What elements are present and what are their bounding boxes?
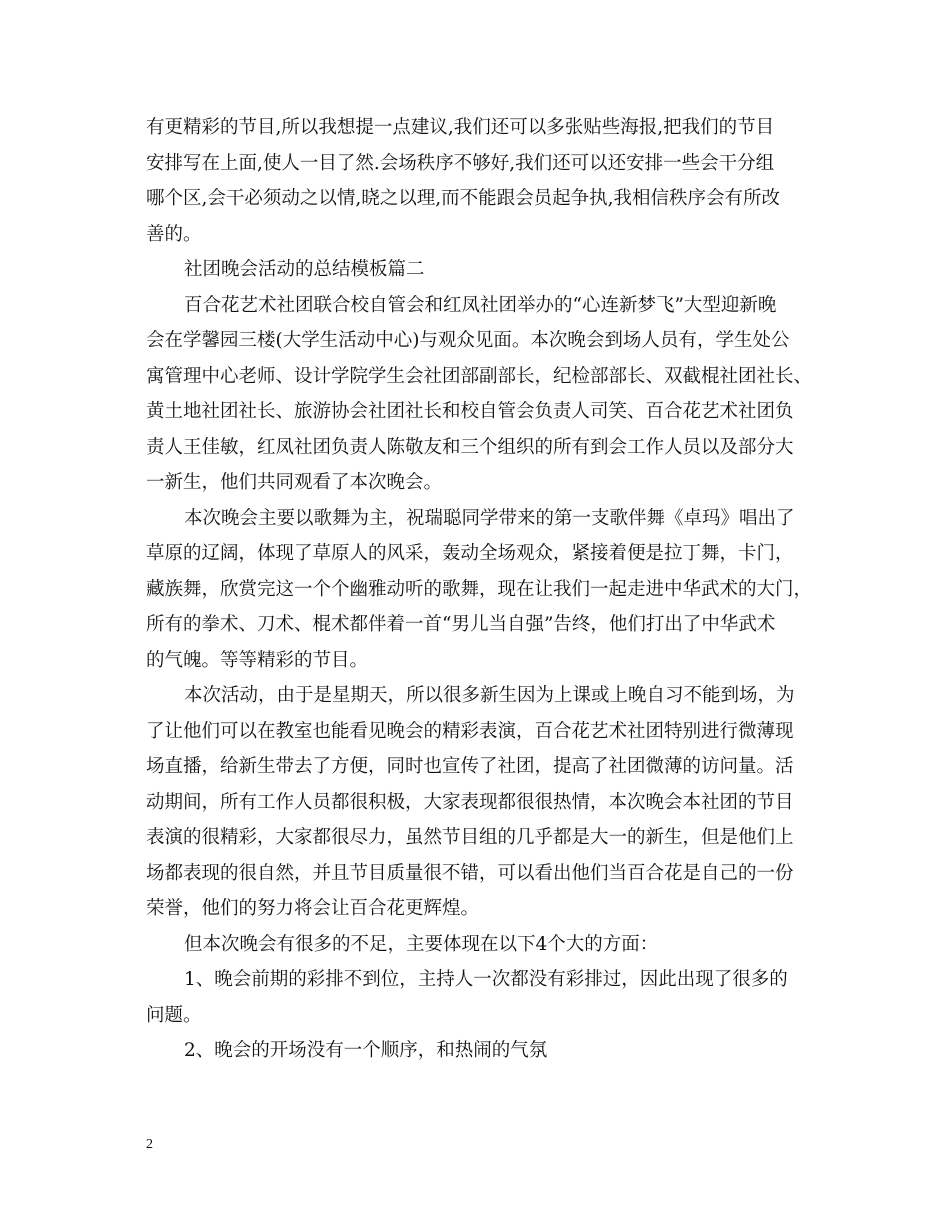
text-line: 百合花艺术社团联合校自管会和红凤社团举办的“心连新梦飞”大型迎新晚 [184, 294, 777, 316]
section-heading: 社团晚会活动的总结模板篇二 [184, 259, 425, 280]
text-line: 场直播，给新生带去了方便，同时也宣传了社团，提高了社团微薄的访问量。活 [146, 756, 794, 777]
page-number: 2 [146, 1137, 153, 1152]
text-line: 了让他们可以在教室也能看见晚会的精彩表演，百合花艺术社团特别进行微薄现 [146, 720, 794, 742]
text-line: 场都表现的很自然，并且节目质量很不错，可以看出他们当百合花是自己的一份 [146, 862, 794, 884]
document-body [146, 110, 816, 1069]
text-line: 草原的辽阔，体现了草原人的风采，轰动全场观众，紧接着便是拉丁舞，卡门， [146, 543, 794, 564]
text-line: 但本次晚会有很多的不足，主要体现在以下4个大的方面： [184, 933, 659, 955]
text-line: 有更精彩的节目,所以我想提一点建议,我们还可以多张贴些海报,把我们的节目 [146, 117, 775, 138]
text-line: 黄土地社团社长、旅游协会社团社长和校自管会负责人司笑、百合花艺术社团负 [146, 401, 794, 422]
text-line: 一新生，他们共同观看了本次晚会。 [146, 472, 443, 493]
text-line: 安排写在上面,使人一目了然.会场秩序不够好,我们还可以还安排一些会干分组 [146, 152, 775, 174]
text-line: 藏族舞，欣赏完这一个个幽雅动听的歌舞，现在让我们一起走进中华武术的大门， [146, 578, 813, 600]
text-line: 所有的拳术、刀术、棍术都伴着一首“男儿当自强”告终，他们打出了中华武术 [146, 614, 776, 635]
text-line: 的气魄。等等精彩的节目。 [146, 649, 369, 671]
text-line: 会在学馨园三楼(大学生活动中心)与观众见面。本次晚会到场人员有，学生处公 [146, 330, 790, 351]
list-item: 2、晚会的开场没有一个顺序，和热闹的气氛 [184, 1040, 548, 1061]
text-line: 本次活动，由于是星期天，所以很多新生因为上课或上晚自习不能到场，为 [184, 685, 795, 706]
text-line: 寓管理中心老师、设计学院学生会社团部副部长，纪检部部长、双截棍社团社长、 [146, 365, 813, 387]
list-item: 1、晚会前期的彩排不到位，主持人一次都没有彩排过，因此出现了很多的 [184, 969, 788, 990]
text-line: 问题。 [146, 1004, 202, 1026]
text-line: 善的。 [146, 223, 202, 245]
text-line: 本次晚会主要以歌舞为主，祝瑞聪同学带来的第一支歌伴舞《卓玛》唱出了 [184, 507, 795, 529]
text-line: 表演的很精彩，大家都很尽力，虽然节目组的几乎都是大一的新生，但是他们上 [146, 827, 794, 848]
text-line: 动期间，所有工作人员都很积极，大家表现都很很热情，本次晚会本社团的节目 [146, 791, 794, 813]
text-line: 哪个区,会干必须动之以情,晓之以理,而不能跟会员起争执,我相信秩序会有所改 [146, 188, 781, 209]
text-line: 荣誉，他们的努力将会让百合花更辉煌。 [146, 898, 480, 919]
text-line: 责人王佳敏，红凤社团负责人陈敬友和三个组织的所有到会工作人员以及部分大 [146, 436, 794, 458]
